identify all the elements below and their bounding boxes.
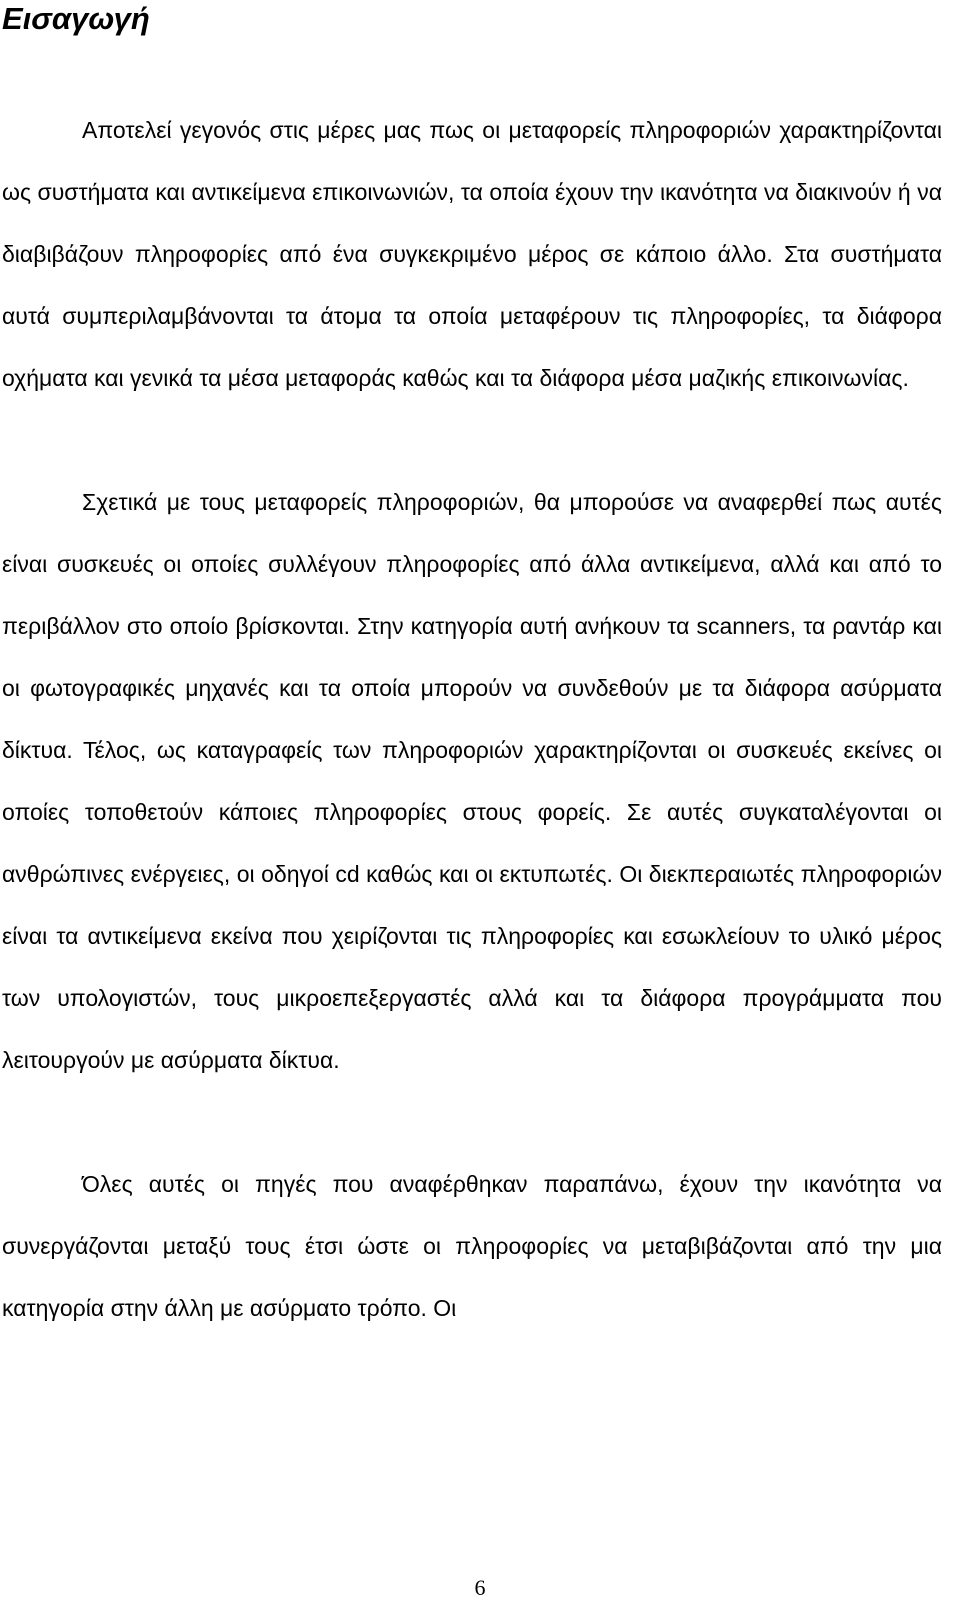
page-number: 6 — [474, 1575, 486, 1600]
paragraph-intro: Αποτελεί γεγονός στις μέρες μας πως οι μεταφορείς πληροφοριών χαρακτηρίζονται ως συστήματα και αντικείμενα επικοινωνιών, τα οποία έχουν την ικανότητα να διακινούν ή να διαβιβάζουν πληροφορίες από ένα συγκεκριμένο μέρος σε κάποιο άλλο. Στα συστήματα αυτά συμπεριλαμβάνονται τα άτομα τα οποία μεταφέρουν τις πληροφορίες, τα διάφορα οχήματα και γενικά τα μέσα μεταφοράς καθώς και τα διάφορα μέσα μαζικής επικοινωνίας. — [2, 117, 942, 391]
paragraph-carriers: Σχετικά με τους μεταφορείς πληροφοριών, θα μπορούσε να αναφερθεί πως αυτές είναι συσκευές οι οποίες συλλέγουν πληροφορίες από άλλα αντικείμενα, αλλά και από το περιβάλλον στο οποίο βρίσκονται. Στην κατηγορία αυτή ανήκουν τα scanners, τα ραντάρ και οι φωτογραφικές μηχανές και τα οποία μπορούν να συνδεθούν με τα διάφορα ασύρματα δίκτυα. Τέλος, ως καταγραφείς των πληροφοριών χαρακτηρίζονται οι συσκευές εκείνες οι οποίες τοποθετούν κάποιες πληροφορίες στους φορείς. Σε αυτές συγκαταλέγονται οι ανθρώπινες ενέργειες, οι οδηγοί cd καθώς και οι εκτυπωτές. Οι διεκπεραιωτές πληροφοριών είναι τα αντικείμενα εκείνα που χειρίζονται τις πληροφορίες και εσωκλείουν το υλικό μέρος των υπολογιστών, τους μικροεπεξεργαστές αλλά και τα διάφορα προγράμματα που λειτουργούν με ασύρματα δίκτυα. — [2, 489, 942, 1073]
paragraph-sources: Όλες αυτές οι πηγές που αναφέρθηκαν παραπάνω, έχουν την ικανότητα να συνεργάζονται μεταξύ τους έτσι ώστε οι πληροφορίες να μεταβιβάζονται από την μια κατηγορία στην άλλη με ασύρματο τρόπο. Οι — [2, 1171, 942, 1321]
section-heading: Εισαγωγή — [2, 1, 150, 36]
